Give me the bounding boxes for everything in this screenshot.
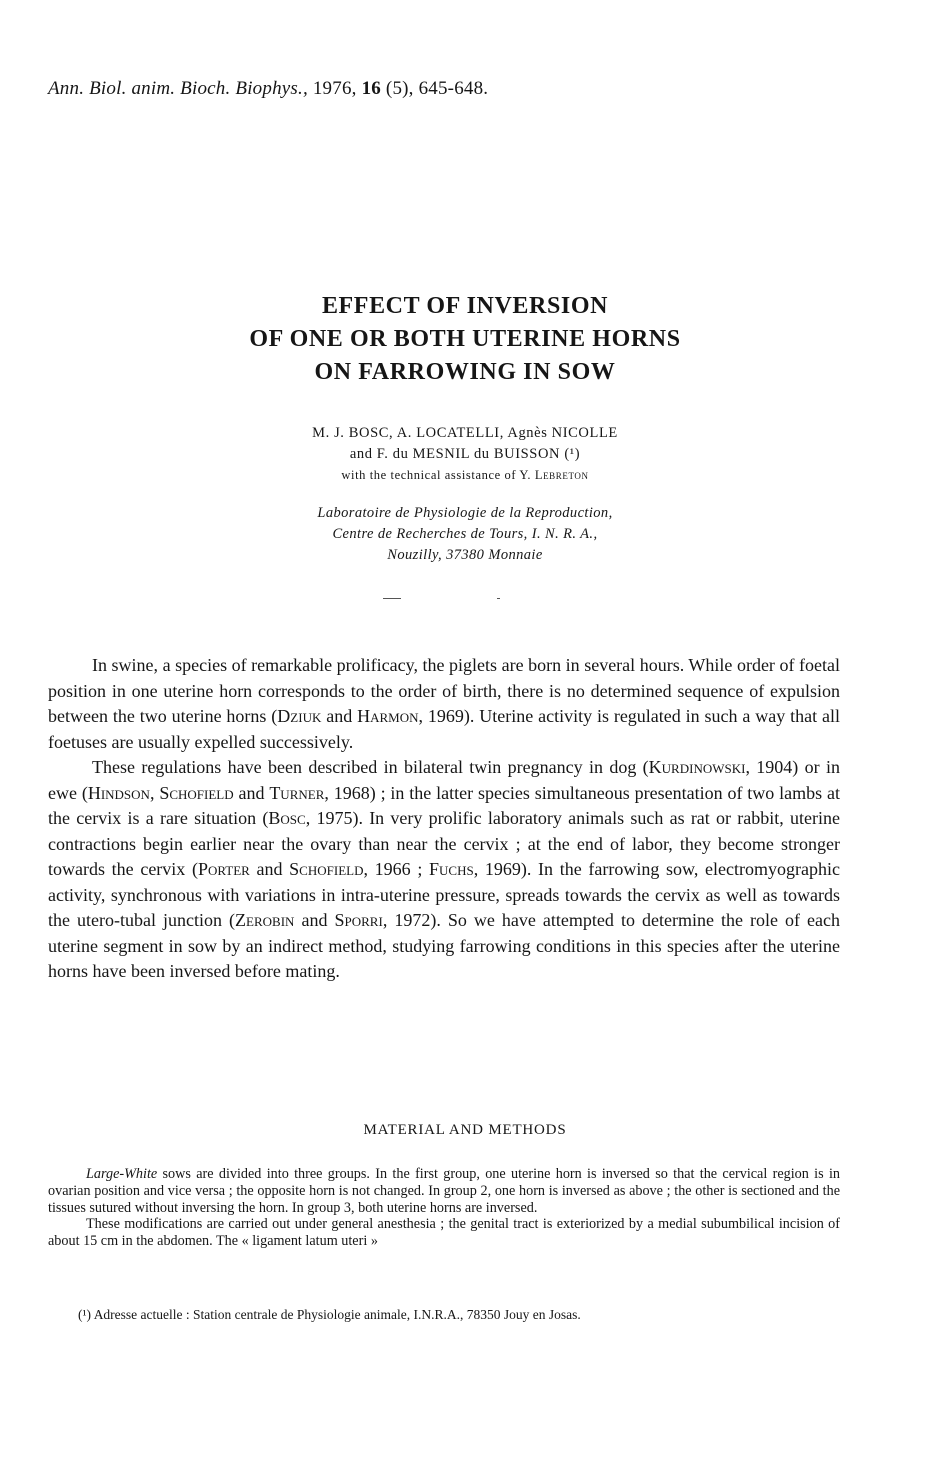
section-heading: MATERIAL AND METHODS	[363, 1122, 567, 1138]
text-run: , 1972). So we have attempted to determine the role of each uterine segment in sow by an indirect method, studying farrowing conditions in this species after the uterine horns have been inversed before mating.	[48, 910, 840, 981]
citation-author: Kurdinowski	[648, 757, 746, 777]
affiliation-line-2: Centre de Recherches de Tours, I. N. R. A.,	[332, 526, 598, 542]
text-run: , 1969). In the farrowing sow, electromyographic activity, synchronous with variations in intra-uterine pressure, spreads towards the cervix as well as towards the utero-tubal junction (	[48, 859, 840, 930]
text-run: and	[294, 910, 335, 930]
text-run: , 1969). Uterine activity is regulated in such a way that all foetuses are usually expelled successively.	[48, 706, 840, 752]
title-line-1: EFFECT OF INVERSION	[321, 293, 609, 319]
affiliation-line-1: Laboratoire de Physiologie de la Reproduction,	[317, 505, 613, 521]
text-run: , 1904) or in ewe (	[48, 757, 840, 803]
journal-year: 1976,	[312, 78, 357, 99]
footnote-text: Adresse actuelle : Station centrale de Physiologie animale, I.N.R.A., 78350 Jouy en Josas.	[93, 1307, 581, 1322]
text-run: , 1975). In very prolific laboratory animals such as rat or rabbit, uterine contractions begin earlier near the ovary than near the cervix ; at the end of labor, they become stronger towards the cervix (	[48, 808, 840, 879]
affiliation-line-3: Nouzilly, 37380 Monnaie	[387, 547, 543, 563]
title-line-3: ON FARROWING IN SOW	[314, 359, 616, 385]
text-run: and	[321, 706, 358, 726]
intro-paragraph-1	[48, 653, 840, 755]
citation-author: Hindson	[87, 782, 150, 803]
affiliation	[0, 503, 930, 566]
text-run: , 1966 ;	[363, 859, 429, 879]
intro-paragraph-2	[48, 755, 840, 985]
citation-author: Schofield	[159, 782, 234, 803]
citation-author: Schofield	[289, 859, 364, 879]
citation-author: Zerobin	[235, 910, 295, 930]
technical-assistance	[0, 465, 930, 486]
separator-dash	[383, 598, 401, 599]
separator-dot	[497, 598, 500, 599]
citation-author: Turner	[269, 782, 325, 803]
methods-paragraph-1	[48, 1166, 840, 1216]
text-run: sows are divided into three groups. In the first group, one uterine horn is inversed so that the cervical region is in ovarian position and vice versa ; the opposite horn is not changed. In group 2, one horn is inversed as above ; the other is sectioned and the tissues sutured without inversing the horn. In group 3, both uterine horns are inversed.	[48, 1166, 840, 1216]
citation-author: Porter	[197, 859, 250, 879]
footnote	[78, 1307, 838, 1323]
footnote-mark: (¹)	[78, 1307, 92, 1322]
introduction	[48, 653, 840, 985]
methods-text	[48, 1166, 840, 1250]
journal-name: Ann. Biol. anim. Bioch. Biophys.,	[48, 78, 308, 99]
text-run: ,	[149, 782, 160, 803]
breed-name: Large-White	[86, 1166, 158, 1182]
authors-line-2: and F. du MESNIL du BUISSON (¹)	[349, 446, 581, 462]
citation-author: Dziuk	[277, 706, 322, 726]
text-run: These regulations have been described in bilateral twin pregnancy in dog (	[92, 757, 649, 777]
citation-author: Sporri	[334, 910, 383, 930]
title-line-2: OF ONE OR BOTH UTERINE HORNS	[249, 326, 681, 352]
text-run: and	[233, 782, 270, 803]
text-run: and	[249, 859, 290, 879]
methods-paragraph-2: These modifications are carried out under general anesthesia ; the genital tract is exteriorized by a medial subumbilical incision of about 15 cm in the abdomen. The « ligament latum uteri »	[48, 1216, 840, 1250]
authors-block	[0, 423, 930, 486]
authors-line-1: M. J. BOSC, A. LOCATELLI, Agnès NICOLLE	[312, 425, 618, 441]
journal-issue-pages: (5), 645-648.	[385, 78, 489, 99]
article-title	[0, 290, 930, 389]
citation-author: Harmon	[357, 706, 419, 726]
text-run: , 1968) ; in the latter species simultaneous presentation of two lambs at the cervix is a rare situation (	[48, 782, 840, 828]
journal-volume: 16	[361, 78, 381, 99]
citation-author: Bosc	[268, 808, 306, 828]
journal-citation	[48, 78, 488, 100]
technical-assistant-name: Lebreton	[534, 468, 589, 482]
technical-assistance-prefix: with the technical assistance of Y.	[341, 468, 532, 482]
citation-author: Fuchs	[429, 859, 474, 879]
text-run: In swine, a species of remarkable prolificacy, the piglets are born in several hours. While order of foetal position in one uterine horn corresponds to the order of birth, there is no determined sequence of expulsion between the two uterine horns (	[48, 655, 840, 726]
